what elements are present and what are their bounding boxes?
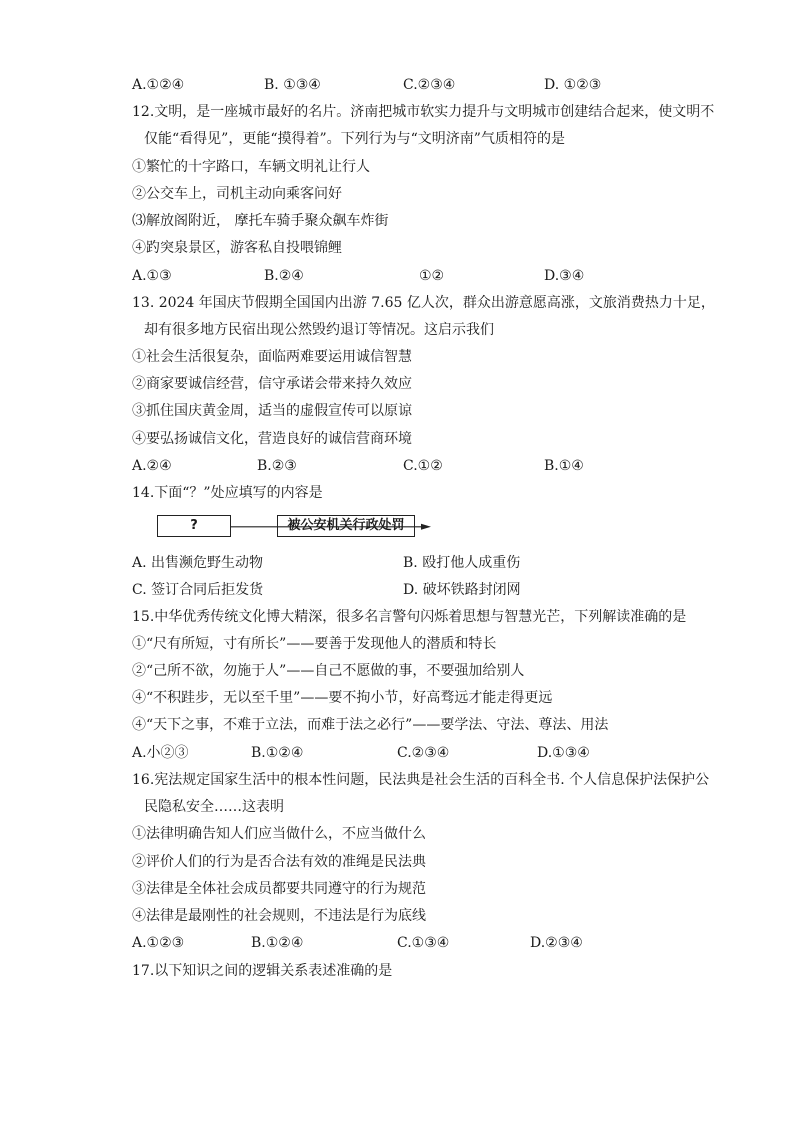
q13-options xyxy=(132,457,732,475)
q15-item: ④“天下之事，不难于立法，而难于法之必行”——要学法、守法、尊法、用法 xyxy=(132,717,609,733)
q12-item: ①繁忙的十字路口，车辆文明礼让行人 xyxy=(132,159,370,175)
q16-item: ③法律是全体社会成员都要共同遵守的行为规范 xyxy=(132,881,426,897)
option-a[interactable]: A.①③ xyxy=(132,268,172,284)
q16-item: ④法律是最刚性的社会规则，不违法是行为底线 xyxy=(132,908,426,924)
option-c[interactable]: C.①③④ xyxy=(397,935,450,951)
q16-options xyxy=(132,934,732,952)
q14-stem: 14.下面“？”处应填写的内容是 xyxy=(132,485,323,501)
option-a[interactable]: A.②④ xyxy=(132,458,172,474)
option-b[interactable]: B.②③ xyxy=(257,458,297,474)
q12-options xyxy=(132,267,732,285)
q13-item: ④要弘扬诚信文化，营造良好的诚信营商环境 xyxy=(132,431,412,447)
q16-stem: 16.宪法规定国家生活中的根本性问题，民法典是社会生活的百科全书. 个人信息保护法保护公 xyxy=(132,772,710,788)
q15-options xyxy=(132,744,732,762)
q13-item: ③抓住国庆黄金周，适当的虚假宣传可以原谅 xyxy=(132,403,412,419)
q16-item: ①法律明确告知人们应当做什么，不应当做什么 xyxy=(132,826,426,842)
q13-item: ②商家要诚信经营，信守承诺会带来持久效应 xyxy=(132,376,412,392)
q12-item: ⑶解放阁附近， 摩托车骑手聚众飙车炸街 xyxy=(132,213,389,229)
q13-stem: 13. 2024 年国庆节假期全国国内出游 7.65 亿人次，群众出游意愿高涨，文旅消费热力十足， xyxy=(132,295,715,311)
diagram-unknown-box: ? xyxy=(157,515,231,537)
option-d[interactable]: D.②③④ xyxy=(530,935,583,951)
option-a[interactable]: A.①②④ xyxy=(132,77,185,93)
option-c[interactable]: ①② xyxy=(419,268,445,284)
option-d[interactable]: D. ①②③ xyxy=(544,77,602,93)
option-b[interactable]: B.②④ xyxy=(264,268,304,284)
q12-item: ②公交车上，司机主动向乘客问好 xyxy=(132,186,342,202)
q12-item: ④趵突泉景区，游客私自投喂锦鲤 xyxy=(132,240,342,256)
option-c[interactable]: C. 签订合同后拒发货 xyxy=(132,582,264,598)
q12-stem: 12.文明，是一座城市最好的名片。济南把城市软实力提升与文明城市创建结合起来，使文明不 xyxy=(132,104,715,120)
option-b[interactable]: B.①②④ xyxy=(251,935,304,951)
option-c[interactable]: C.②③④ xyxy=(397,745,450,761)
option-b[interactable]: B. 殴打他人成重伤 xyxy=(403,555,521,571)
option-a[interactable]: A.小②③ xyxy=(132,745,189,761)
q17-stem: 17.以下知识之间的逻辑关系表述准确的是 xyxy=(132,963,393,979)
q16-item: ②评价人们的行为是否合法有效的准绳是民法典 xyxy=(132,854,426,870)
option-b[interactable]: B. ①③④ xyxy=(264,77,321,93)
option-c[interactable]: C.①② xyxy=(403,458,443,474)
flow-diagram xyxy=(157,515,417,539)
q13-stem-cont: 却有很多地方民宿出现公然毁约退订等情况。这启示我们 xyxy=(144,322,494,338)
option-d[interactable]: B.①④ xyxy=(544,458,584,474)
q14-options-row2 xyxy=(132,581,732,599)
q12-stem-cont: 仅能“看得见”，更能“摸得着”。下列行为与“文明济南”气质相符的是 xyxy=(144,131,565,147)
q14-options-row1 xyxy=(132,554,732,572)
option-d[interactable]: D.③④ xyxy=(544,268,585,284)
q16-stem-cont: 民隐私安全……这表明 xyxy=(144,799,284,815)
q15-item: ④“不积跬步，无以至千里”——要不拘小节，好高骛远才能走得更远 xyxy=(132,690,553,706)
option-d[interactable]: D. 破坏铁路封闭网 xyxy=(403,582,521,598)
option-a[interactable]: A. 出售濒危野生动物 xyxy=(132,555,264,571)
option-c[interactable]: C.②③④ xyxy=(403,77,456,93)
q15-stem: 15.中华优秀传统文化博大精深，很多名言警句闪烁着思想与智慧光芒，下列解读准确的是 xyxy=(132,609,687,625)
q13-item: ①社会生活很复杂，面临两难要运用诚信智慧 xyxy=(132,349,412,365)
q15-item: ②“己所不欲，勿施于人”——自己不愿做的事，不要强加给别人 xyxy=(132,663,525,679)
q11-options xyxy=(132,76,732,94)
option-d[interactable]: D.①③④ xyxy=(537,745,590,761)
q15-item: ①“尺有所短，寸有所长”——要善于发现他人的潜质和特长 xyxy=(132,636,497,652)
option-a[interactable]: A.①②③ xyxy=(132,935,185,951)
diagram-result-box: 被公安机关行政处罚 xyxy=(277,515,415,537)
option-b[interactable]: B.①②④ xyxy=(251,745,304,761)
